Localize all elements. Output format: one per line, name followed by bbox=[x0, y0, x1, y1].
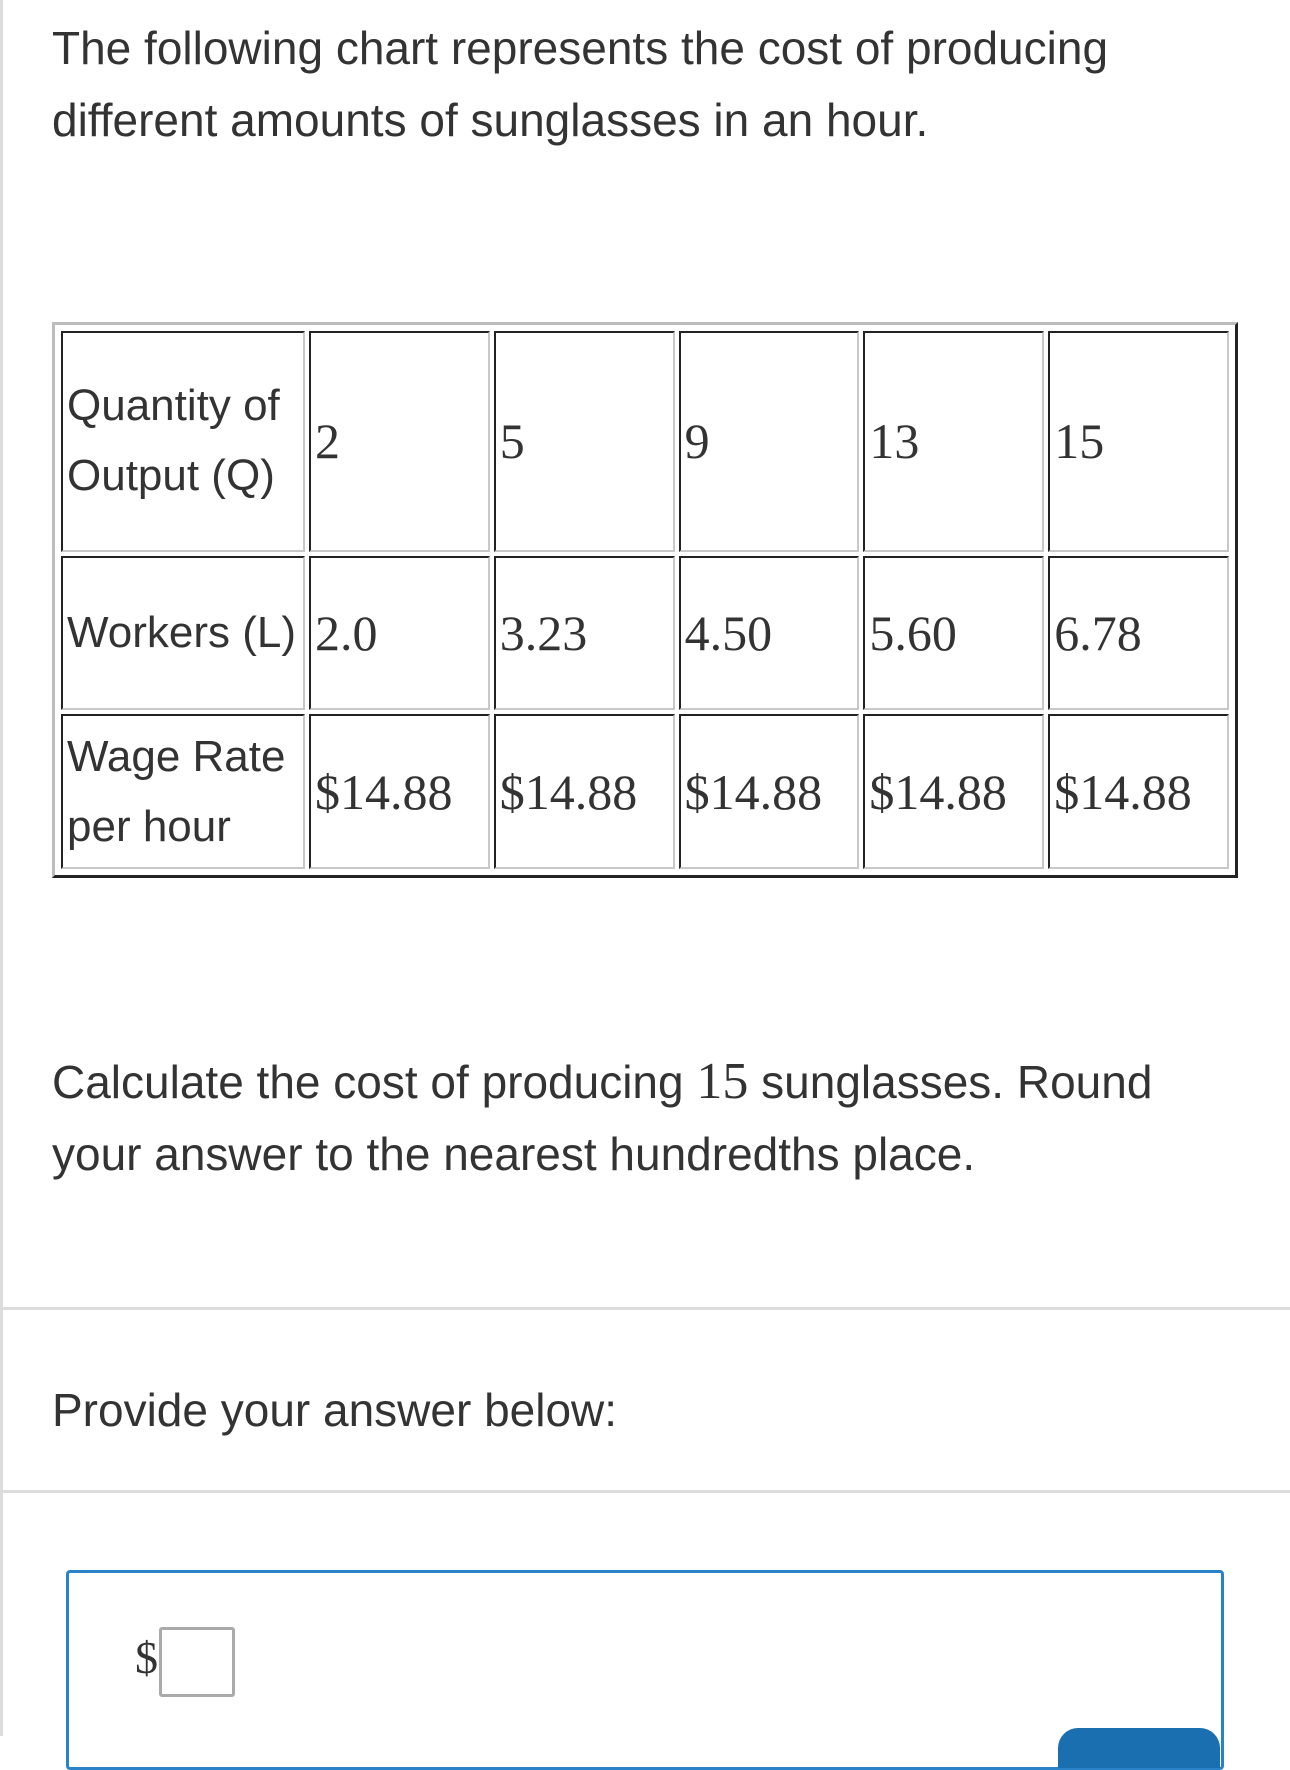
section-divider bbox=[3, 1490, 1290, 1493]
question-before: Calculate the cost of producing bbox=[52, 1056, 697, 1108]
answer-box bbox=[66, 1570, 1224, 1770]
table-cell: $14.88 bbox=[309, 714, 490, 869]
question-quantity: 15 bbox=[696, 1053, 749, 1110]
table-cell: $14.88 bbox=[679, 714, 860, 869]
question-text bbox=[52, 1046, 1202, 1190]
cost-table bbox=[57, 327, 1233, 873]
table-cell: 5 bbox=[494, 331, 675, 552]
table-cell: 6.78 bbox=[1048, 556, 1229, 711]
section-divider bbox=[3, 1307, 1290, 1310]
answer-input[interactable] bbox=[159, 1627, 235, 1697]
table-cell: 9 bbox=[679, 331, 860, 552]
table-cell: 5.60 bbox=[863, 556, 1044, 711]
table-cell: 2.0 bbox=[309, 556, 490, 711]
table-row-workers bbox=[61, 556, 1229, 711]
submit-button[interactable] bbox=[1058, 1728, 1220, 1768]
table-cell: 2 bbox=[309, 331, 490, 552]
dollar-sign: $ bbox=[135, 1632, 158, 1683]
table-row-quantity bbox=[61, 331, 1229, 552]
answer-prompt: Provide your answer below: bbox=[52, 1384, 618, 1436]
table-cell: 3.23 bbox=[494, 556, 675, 711]
question-after: sunglasses. Round your answer to the nearest hundredths place. bbox=[52, 1056, 1153, 1180]
table-cell: 4.50 bbox=[679, 556, 860, 711]
row-header-wage: Wage Rate per hour bbox=[61, 714, 305, 869]
table-cell: $14.88 bbox=[494, 714, 675, 869]
table-row-wage bbox=[61, 714, 1229, 869]
table-cell: 13 bbox=[863, 331, 1044, 552]
table-cell: $14.88 bbox=[1048, 714, 1229, 869]
row-header-quantity: Quantity of Output (Q) bbox=[61, 331, 305, 552]
intro-text: The following chart represents the cost of producing different amounts of sunglasses in an hour. bbox=[52, 22, 1109, 146]
cost-table-container bbox=[52, 322, 1238, 878]
table-cell: $14.88 bbox=[863, 714, 1044, 869]
table-cell: 15 bbox=[1048, 331, 1229, 552]
row-header-workers: Workers (L) bbox=[61, 556, 305, 711]
